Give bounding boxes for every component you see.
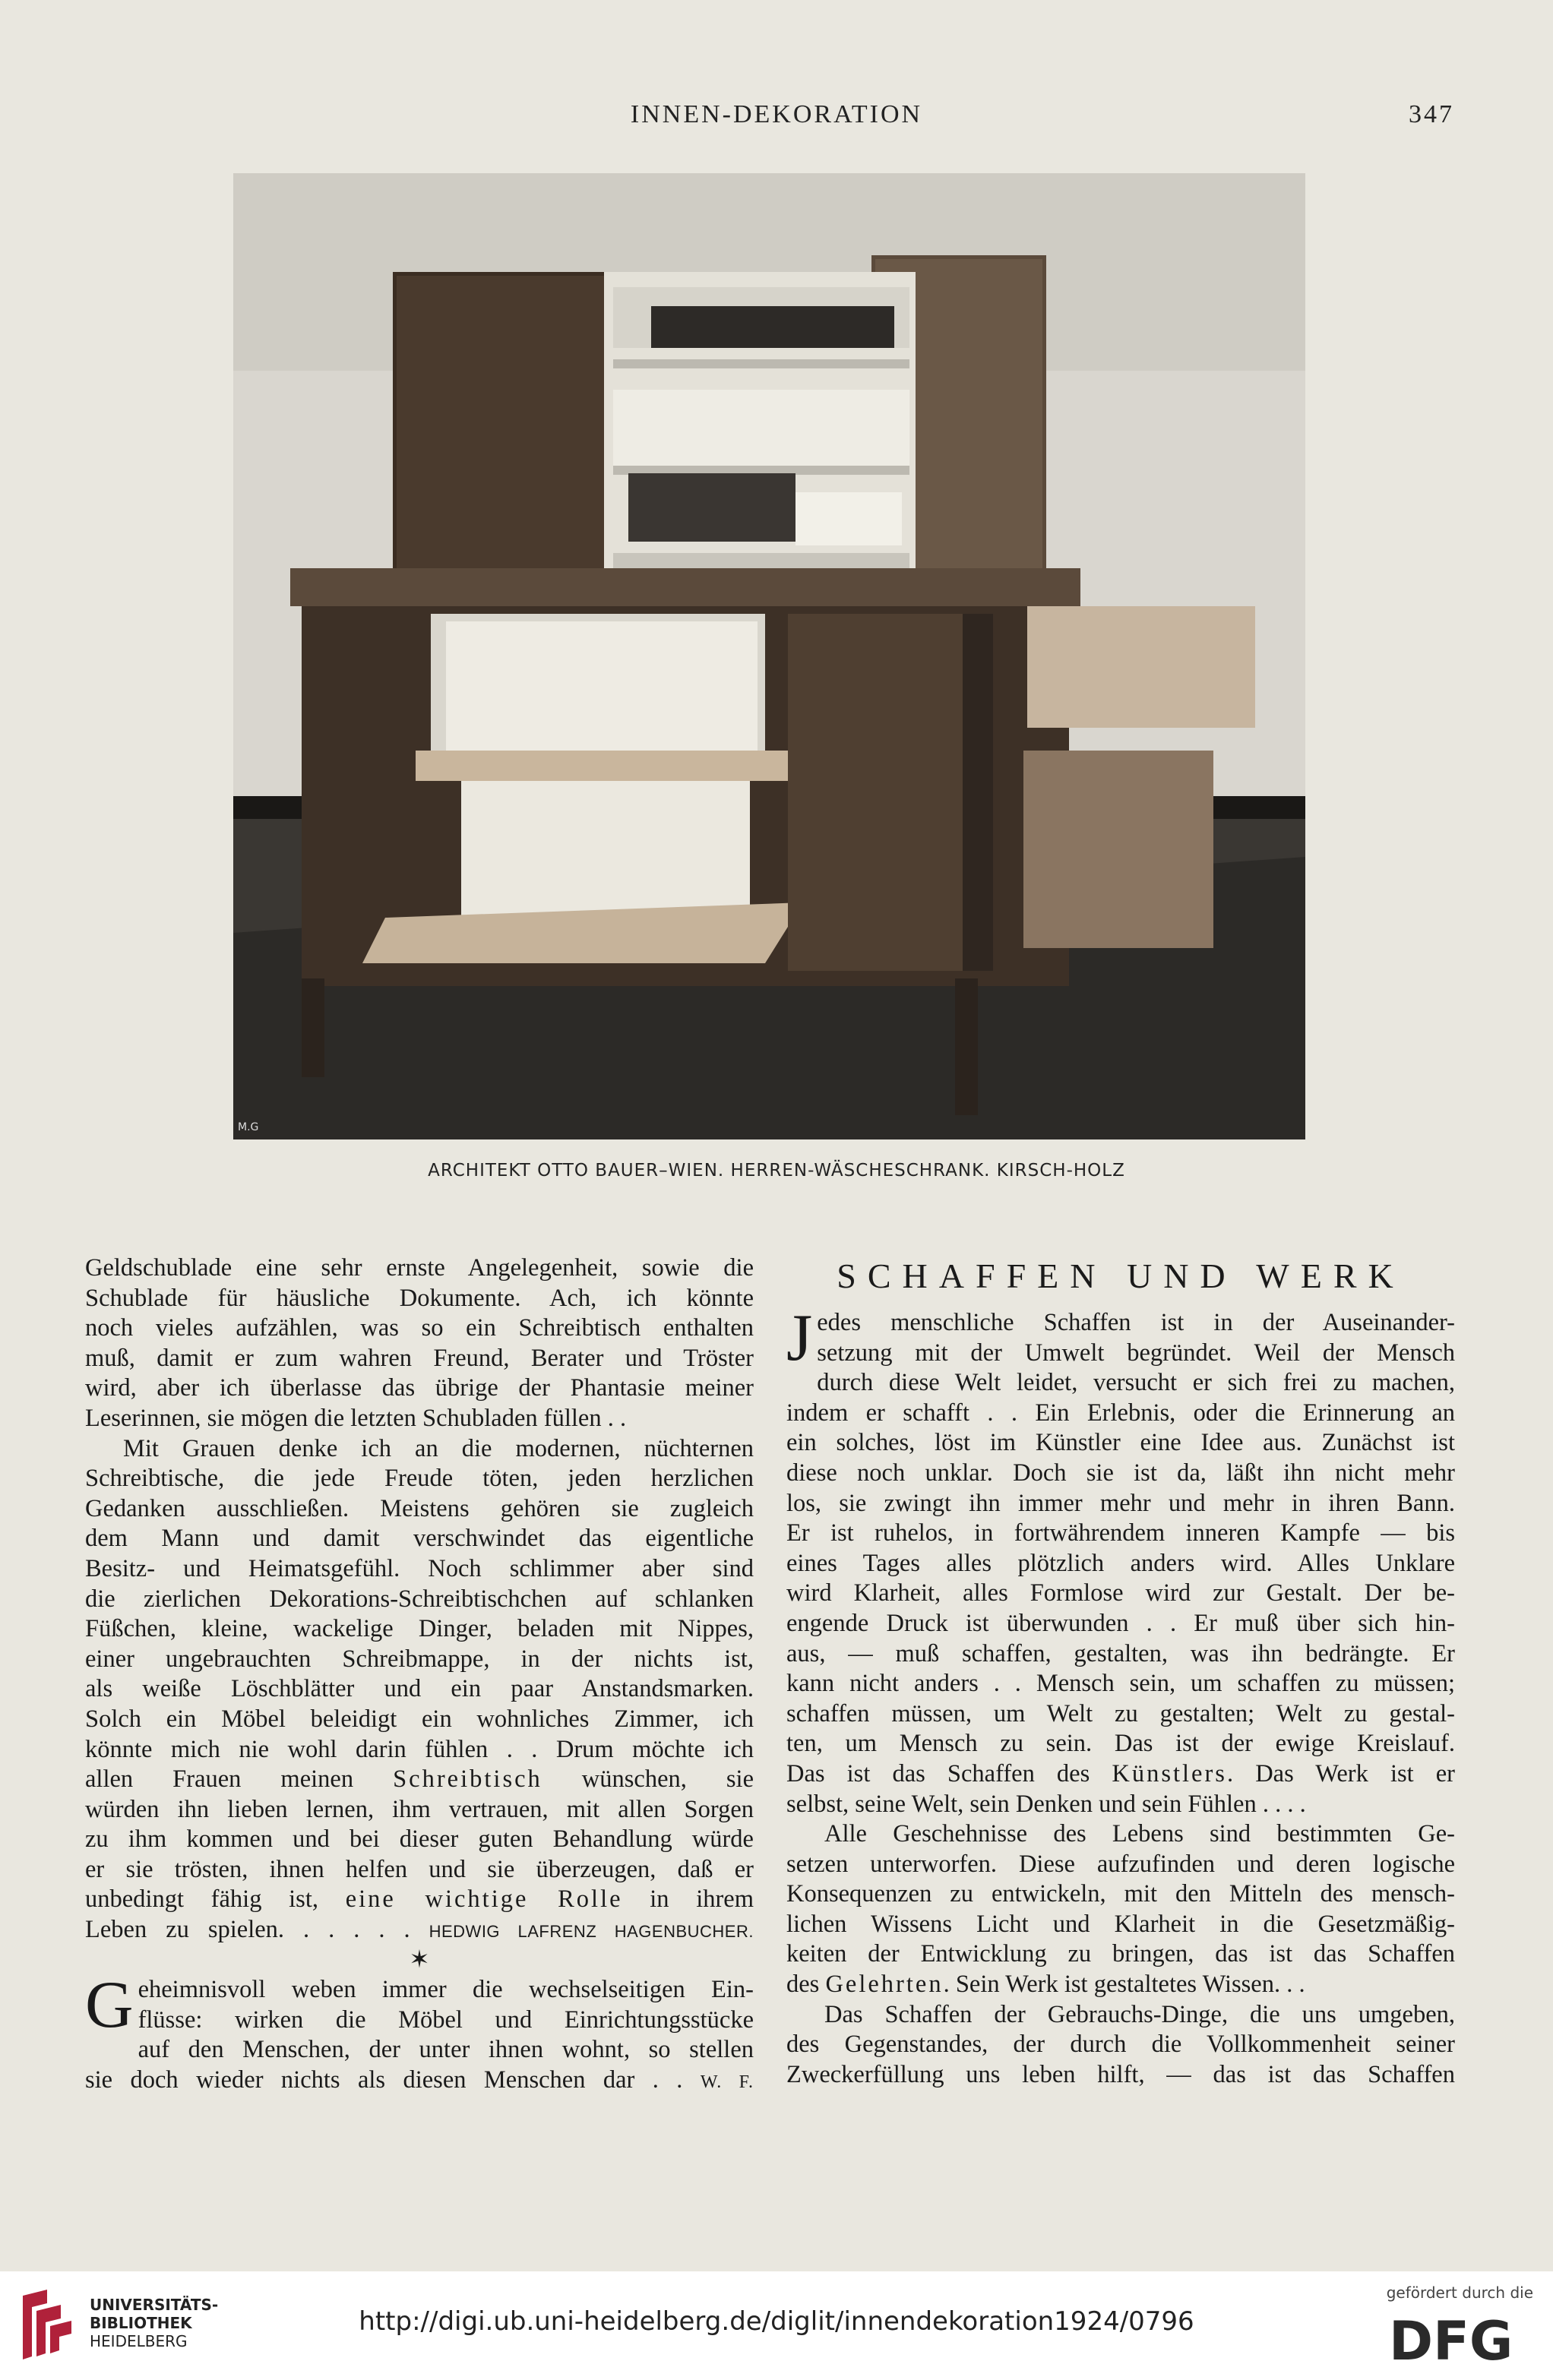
text-line: aus, — muß schaffen, gestalten, was ihn bedrängte. Er [786,1639,1455,1667]
running-head [0,100,1553,138]
emphasized-word: Künstlers [1112,1759,1227,1787]
figure-caption: ARCHITEKT OTTO BAUER–WIEN. HERREN-WÄSCHESCHRANK. KIRSCH-HOLZ [428,1161,1125,1181]
text-line: wird, aber ich überlasse das übrige der Phantasie meiner [85,1374,754,1402]
text-line [85,2066,754,2096]
text-line: Konsequenzen zu entwickeln, mit den Mitteln des mensch- [786,1880,1455,1908]
text-line: Alle Geschehnisse des Lebens sind bestimmten Ge- [824,1820,1455,1848]
text-line: als weiße Löschblätter und ein paar Anstandsmarken. [85,1675,754,1703]
text-line: Zweckerfüllung uns leben hilft, — das ist das Schaffen [786,2060,1455,2088]
text-line: Geldschublade eine sehr ernste Angelegenheit, sowie die [85,1254,754,1282]
text-fragment: des [786,1971,826,1999]
text-line: würden ihn lieben lernen, ihm vertrauen, mit allen Sorgen [85,1795,754,1823]
text-line: Besitz- und Heimatsgefühl. Noch schlimmer aber sind [85,1554,754,1582]
text-line: indem er schafft . . Ein Erlebnis, oder die Erinnerung an [786,1399,1455,1427]
text-line: noch vieles aufzählen, was so ein Schreibtisch enthalten [85,1314,754,1342]
text-fragment: sie doch wieder nichts als diesen Menschen dar . . [85,2066,701,2094]
drop-cap: G [85,1968,134,2043]
text-line: er sie trösten, ihnen helfen und sie überzeugen, daß er [85,1855,754,1883]
text-line [786,1759,1455,1790]
text-fragment: allen Frauen meinen [85,1765,394,1794]
text-line: eheimnisvoll weben immer die wechselseitigen Ein- [138,1976,754,2004]
text-line [85,1765,754,1795]
separator-asterism: ✶ [409,1945,430,1974]
text-line: Füßchen, kleine, wackelige Dinger, beladen mit Nippes, [85,1615,754,1643]
text-line: auf den Menschen, der unter ihnen wohnt, so stellen [138,2036,754,2064]
text-line: kann nicht anders . . Mensch sein, um schaffen zu müssen; [786,1670,1455,1698]
text-fragment: . Sein Werk ist gestaltetes Wissen. . . [943,1971,1305,1999]
text-line: Leserinnen, sie mögen die letzten Schubladen füllen . . [85,1404,627,1432]
author-initials: W. F. [700,2072,754,2093]
text-line: Mit Grauen denke ich an die modernen, nüchternen [123,1434,754,1462]
library-name-line: UNIVERSITÄTS- [90,2296,219,2314]
text-line: einer ungebrauchten Schreibmappe, in der nichts ist, [85,1645,754,1673]
text-line: Schreibtische, die jede Freude töten, jeden herzlichen [85,1465,754,1493]
text-fragment: in ihrem [622,1885,754,1914]
text-line: selbst, seine Welt, sein Denken und sein Fühlen . . . . [786,1790,1306,1818]
page-number: 347 [1409,100,1454,128]
dfg-logo-text: DFG [1389,2312,1513,2366]
text-line: Solch ein Möbel beleidigt ein wohnliches Zimmer, ich [85,1705,754,1733]
dfg-logo-icon[interactable] [1389,2312,1533,2366]
text-line [85,1885,754,1915]
author-signature: HEDWIG LAFRENZ HAGENBUCHER. [429,1922,754,1942]
text-line [786,1970,1455,2000]
text-fragment: . Das Werk ist er [1226,1759,1456,1787]
text-line: muß, damit er zum wahren Freund, Berater und Tröster [85,1344,754,1372]
text-line: Das Schaffen der Gebrauchs-Dinge, die uns umgeben, [824,2000,1455,2028]
text-line: engende Druck ist überwunden . . Er muß über sich hin- [786,1609,1455,1637]
text-fragment: wünschen, sie [542,1765,754,1794]
text-line: ten, um Mensch zu sein. Das ist der ewige Kreislauf. [786,1730,1455,1758]
text-fragment: Leben zu spielen. . . . . . [85,1916,429,1944]
text-line: könnte mich nie wohl darin fühlen . . Drum möchte ich [85,1735,754,1763]
text-line: flüsse: wirken die Möbel und Einrichtungsstücke [138,2005,754,2034]
text-line [85,1915,754,1945]
text-line: diese noch unklar. Doch sie ist da, läßt ihn nicht mehr [786,1459,1455,1487]
text-line: Schublade für häusliche Dokumente. Ach, ich könnte [85,1284,754,1312]
text-line: los, sie zwingt ihn immer mehr und mehr in ihren Bann. [786,1489,1455,1517]
text-line: durch diese Welt leidet, versucht er sich frei zu machen, [817,1369,1455,1397]
text-fragment: unbedingt fähig ist, [85,1885,346,1914]
text-line: die zierlichen Dekorations-Schreibtischchen auf schlanken [85,1585,754,1613]
library-name-line: HEIDELBERG [90,2332,188,2350]
emphasized-word: Schreibtisch [393,1765,542,1794]
drop-cap: J [786,1301,813,1375]
text-line: schaffen müssen, um Welt zu gestalten; Welt zu gestal- [786,1699,1455,1727]
text-line: setzung mit der Umwelt begründet. Weil der Mensch [817,1339,1455,1367]
library-name-line: BIBLIOTHEK [90,2314,192,2332]
left-column [85,1253,754,2096]
text-fragment: Das ist das Schaffen des [786,1759,1112,1787]
section-title: SCHAFFEN UND WERK [837,1256,1405,1295]
emphasized-word: Gelehrten [825,1971,944,1999]
emphasized-phrase: eine wichtige Rolle [345,1885,623,1914]
text-line: dem Mann und damit verschwindet das eigentliche [85,1525,754,1553]
text-line: setzen unterworfen. Diese aufzufinden und deren logische [786,1850,1455,1878]
text-line: eines Tages alles plötzlich anders wird. Alles Unklare [786,1549,1455,1577]
cabinet-photo-illustration [233,173,1305,1139]
paragraph-dropcap-block [85,1968,754,2043]
text-line: Gedanken ausschließen. Meistens gehören sie zugleich [85,1494,754,1522]
text-line: keiten der Entwicklung zu bringen, das ist das Schaffen [786,1940,1455,1968]
text-line: ein solches, löst im Künstler eine Idee aus. Zunächst ist [786,1429,1455,1457]
text-line: des Gegenstandes, der durch die Vollkommenheit seiner [786,2031,1455,2059]
text-line: wird Klarheit, alles Formlose wird zur Gestalt. Der be- [786,1579,1455,1607]
journal-title: INNEN-DEKORATION [630,100,923,128]
funding-label: gefördert durch die [1386,2284,1533,2302]
cabinet-photograph [233,173,1305,1139]
source-url-link[interactable]: http://digi.ub.uni-heidelberg.de/diglit/innendekoration1924/0796 [359,2306,1194,2337]
text-line: edes menschliche Schaffen ist in der Auseinander- [817,1309,1455,1336]
digitization-footer [0,2271,1553,2380]
text-line: zu ihm kommen und bei dieser guten Behandlung würde [85,1825,754,1854]
right-column [786,1253,1455,2090]
text-line: Er ist ruhelos, in fortwährendem inneren Kampfe — bis [786,1519,1455,1547]
photo-signature: M.G [238,1121,259,1133]
text-line: lichen Wissens Licht und Klarheit in die Gesetzmäßig- [786,1910,1455,1938]
paragraph-dropcap-block [786,1301,1455,1375]
